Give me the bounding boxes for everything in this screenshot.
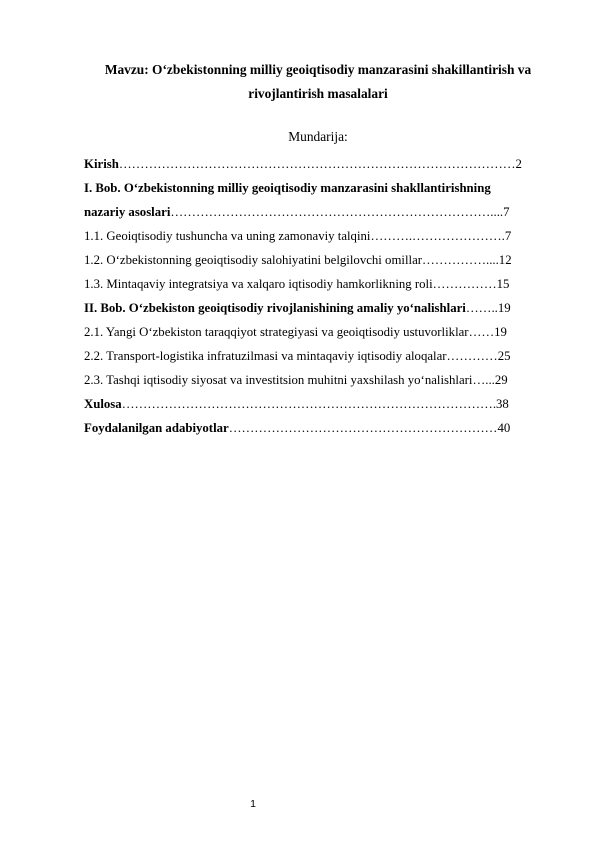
toc-entry-leader: ……………………………………………………………………………. [121, 397, 497, 411]
toc-entry-2-3 [84, 371, 554, 389]
toc-entry-label: 1.3. Mintaqaviy integratsiya va xalqaro iqtisodiy hamkorlikning roli [84, 277, 433, 291]
toc-entry-label: 1.1. Geoiqtisodiy tushuncha va uning zamonaviy talqini [84, 229, 371, 243]
toc-entry-leader: ……….…………………. [370, 229, 505, 243]
toc-entry-kirish [84, 155, 554, 173]
toc-entry-label: 2.2. Transport-logistika infratuzilmasi va mintaqaviy iqtisodiy aloqalar [84, 349, 447, 363]
toc-entry-leader: …………….... [422, 253, 499, 267]
toc-entry-label: Xulosa [84, 397, 122, 411]
toc-entry-leader: …… [468, 325, 495, 339]
toc-entry-1-2 [84, 251, 554, 269]
toc-entry-label: I. Bob. O‘zbekistonning milliy geoiqtisodiy manzarasini shakllantirishning [84, 181, 491, 195]
toc-entry-chapter-2 [84, 299, 554, 317]
toc-entry-leader: ………… [446, 349, 498, 363]
toc-entry-leader: ………………………………………………………………………………… [118, 157, 516, 171]
toc-entry-label: II. Bob. O‘zbekiston geoiqtisodiy rivojlanishining amaliy yo‘nalishlari [84, 301, 466, 315]
toc-entry-leader: ………………………………………………………………….... [170, 205, 504, 219]
toc-entry-page: 12 [498, 253, 512, 267]
toc-entry-chapter-1-line-1 [84, 179, 554, 197]
toc-entry-page: 19 [494, 325, 507, 339]
toc-entry-1-1 [84, 227, 554, 245]
toc-entry-page: 7 [503, 205, 510, 219]
toc-entry-bibliography [84, 419, 554, 437]
toc-entry-leader: …... [472, 373, 495, 387]
toc-entry-label: 2.3. Tashqi iqtisodiy siyosat va investitsion muhitni yaxshilash yo‘nalishlari [84, 373, 473, 387]
toc-entry-xulosa [84, 395, 554, 413]
toc-entry-2-1 [84, 323, 554, 341]
toc-entry-page: 40 [497, 421, 511, 435]
toc-entry-page: 7 [504, 229, 512, 243]
toc-entry-page: 38 [496, 397, 509, 411]
toc-entry-label: Kirish [84, 157, 119, 171]
toc-entry-chapter-1-line-2 [84, 203, 554, 221]
toc-entry-page: 29 [494, 373, 508, 387]
toc-entry-leader: ……………………………………………………… [228, 421, 498, 435]
toc-entry-leader: …….. [465, 301, 498, 315]
toc-entry-page: 25 [497, 349, 511, 363]
toc-entry-1-3 [84, 275, 554, 293]
toc-heading: Mundarija: [288, 129, 348, 144]
toc-entry-label: 1.2. O‘zbekistonning geoiqtisodiy salohiyatini belgilovchi omillar [84, 253, 423, 267]
toc-entry-leader: …………… [432, 277, 497, 291]
toc-entry-page: 15 [496, 277, 510, 291]
toc-entry-page: 19 [497, 301, 511, 315]
toc-entry-label: Foydalanilgan adabiyotlar [84, 421, 229, 435]
toc-entry-label: nazariy asoslari [84, 205, 171, 219]
document-title-line-2: rivojlantirish masalalari [248, 86, 388, 101]
toc-entry-2-2 [84, 347, 554, 365]
document-title-line-1: Mavzu: O‘zbekistonning milliy geoiqtisodiy manzarasini shakillantirish va [104, 62, 532, 77]
page-number: 1 [250, 798, 256, 810]
toc-entry-page: 2 [515, 157, 522, 171]
toc-entry-label: 2.1. Yangi O‘zbekiston taraqqiyot strategiyasi va geoiqtisodiy ustuvorliklar [84, 325, 469, 339]
